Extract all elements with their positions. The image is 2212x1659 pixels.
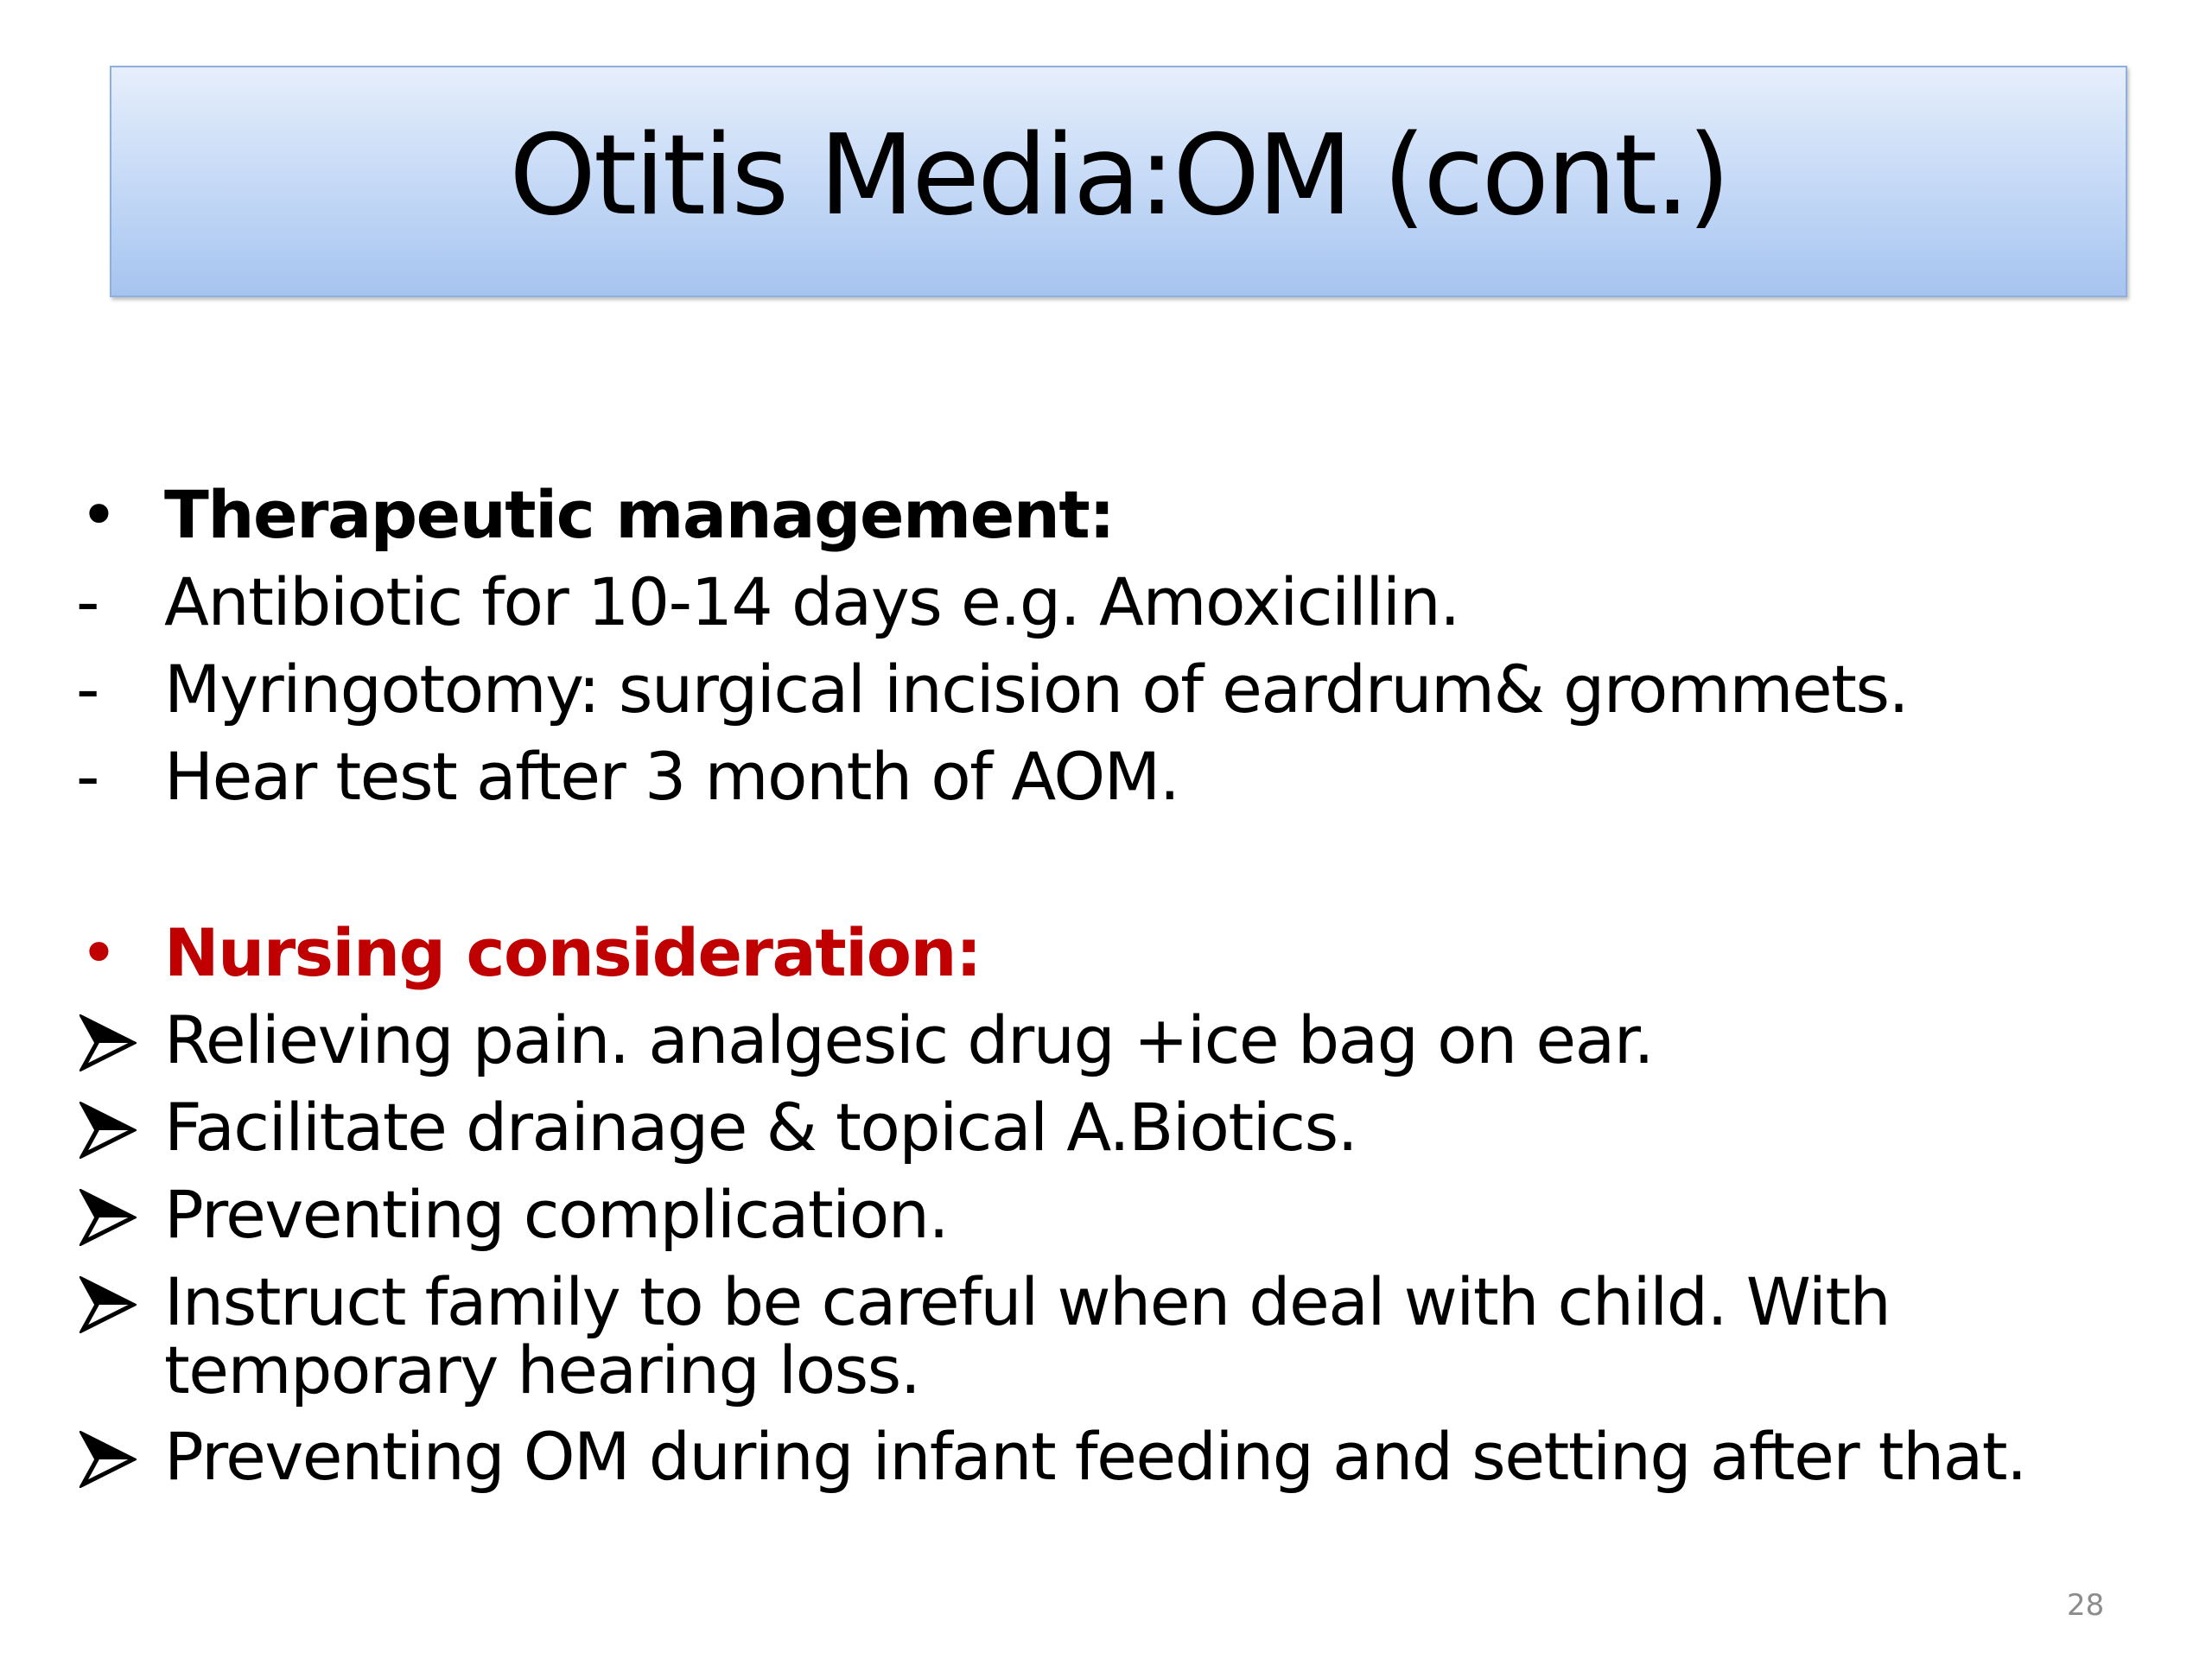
slide-page-number: 28: [2067, 1588, 2105, 1623]
nursing-item-text: Preventing complication.: [164, 1176, 949, 1253]
arrowhead-bullet-icon: [79, 1431, 137, 1488]
therapeutic-item-text: Myringotomy: surgical incision of eardrum& grommets.: [164, 651, 1909, 728]
arrowhead-bullet-icon: [79, 1189, 137, 1246]
arrowhead-bullet-icon: [79, 1014, 137, 1071]
therapeutic-item-text: Hear test after 3 month of AOM.: [164, 738, 1179, 815]
therapeutic-heading: Therapeutic management:: [164, 476, 1115, 553]
therapeutic-item-text: Antibiotic for 10-14 days e.g. Amoxicillin.: [164, 563, 1459, 640]
nursing-heading: Nursing consideration:: [164, 914, 981, 991]
arrowhead-bullet-icon: [79, 1102, 137, 1159]
bullet-marker: •: [79, 914, 118, 991]
slide-title: Otitis Media:OM (cont.): [509, 111, 1728, 240]
dash-marker: -: [76, 738, 99, 815]
title-banner: [110, 66, 2127, 297]
bullet-marker: •: [79, 476, 118, 553]
dash-marker: -: [76, 563, 99, 640]
nursing-item-continuation-text: temporary hearing loss.: [164, 1332, 920, 1408]
nursing-item-text: Relieving pain. analgesic drug +ice bag on ear.: [164, 1001, 1654, 1078]
nursing-item-text: Instruct family to be careful when deal with child. With: [164, 1263, 1891, 1340]
dash-marker: -: [76, 651, 99, 728]
nursing-item-text: Facilitate drainage & topical A.Biotics.: [164, 1089, 1357, 1166]
arrowhead-bullet-icon: [79, 1276, 137, 1333]
nursing-item-text: Preventing OM during infant feeding and setting after that.: [164, 1418, 2026, 1495]
